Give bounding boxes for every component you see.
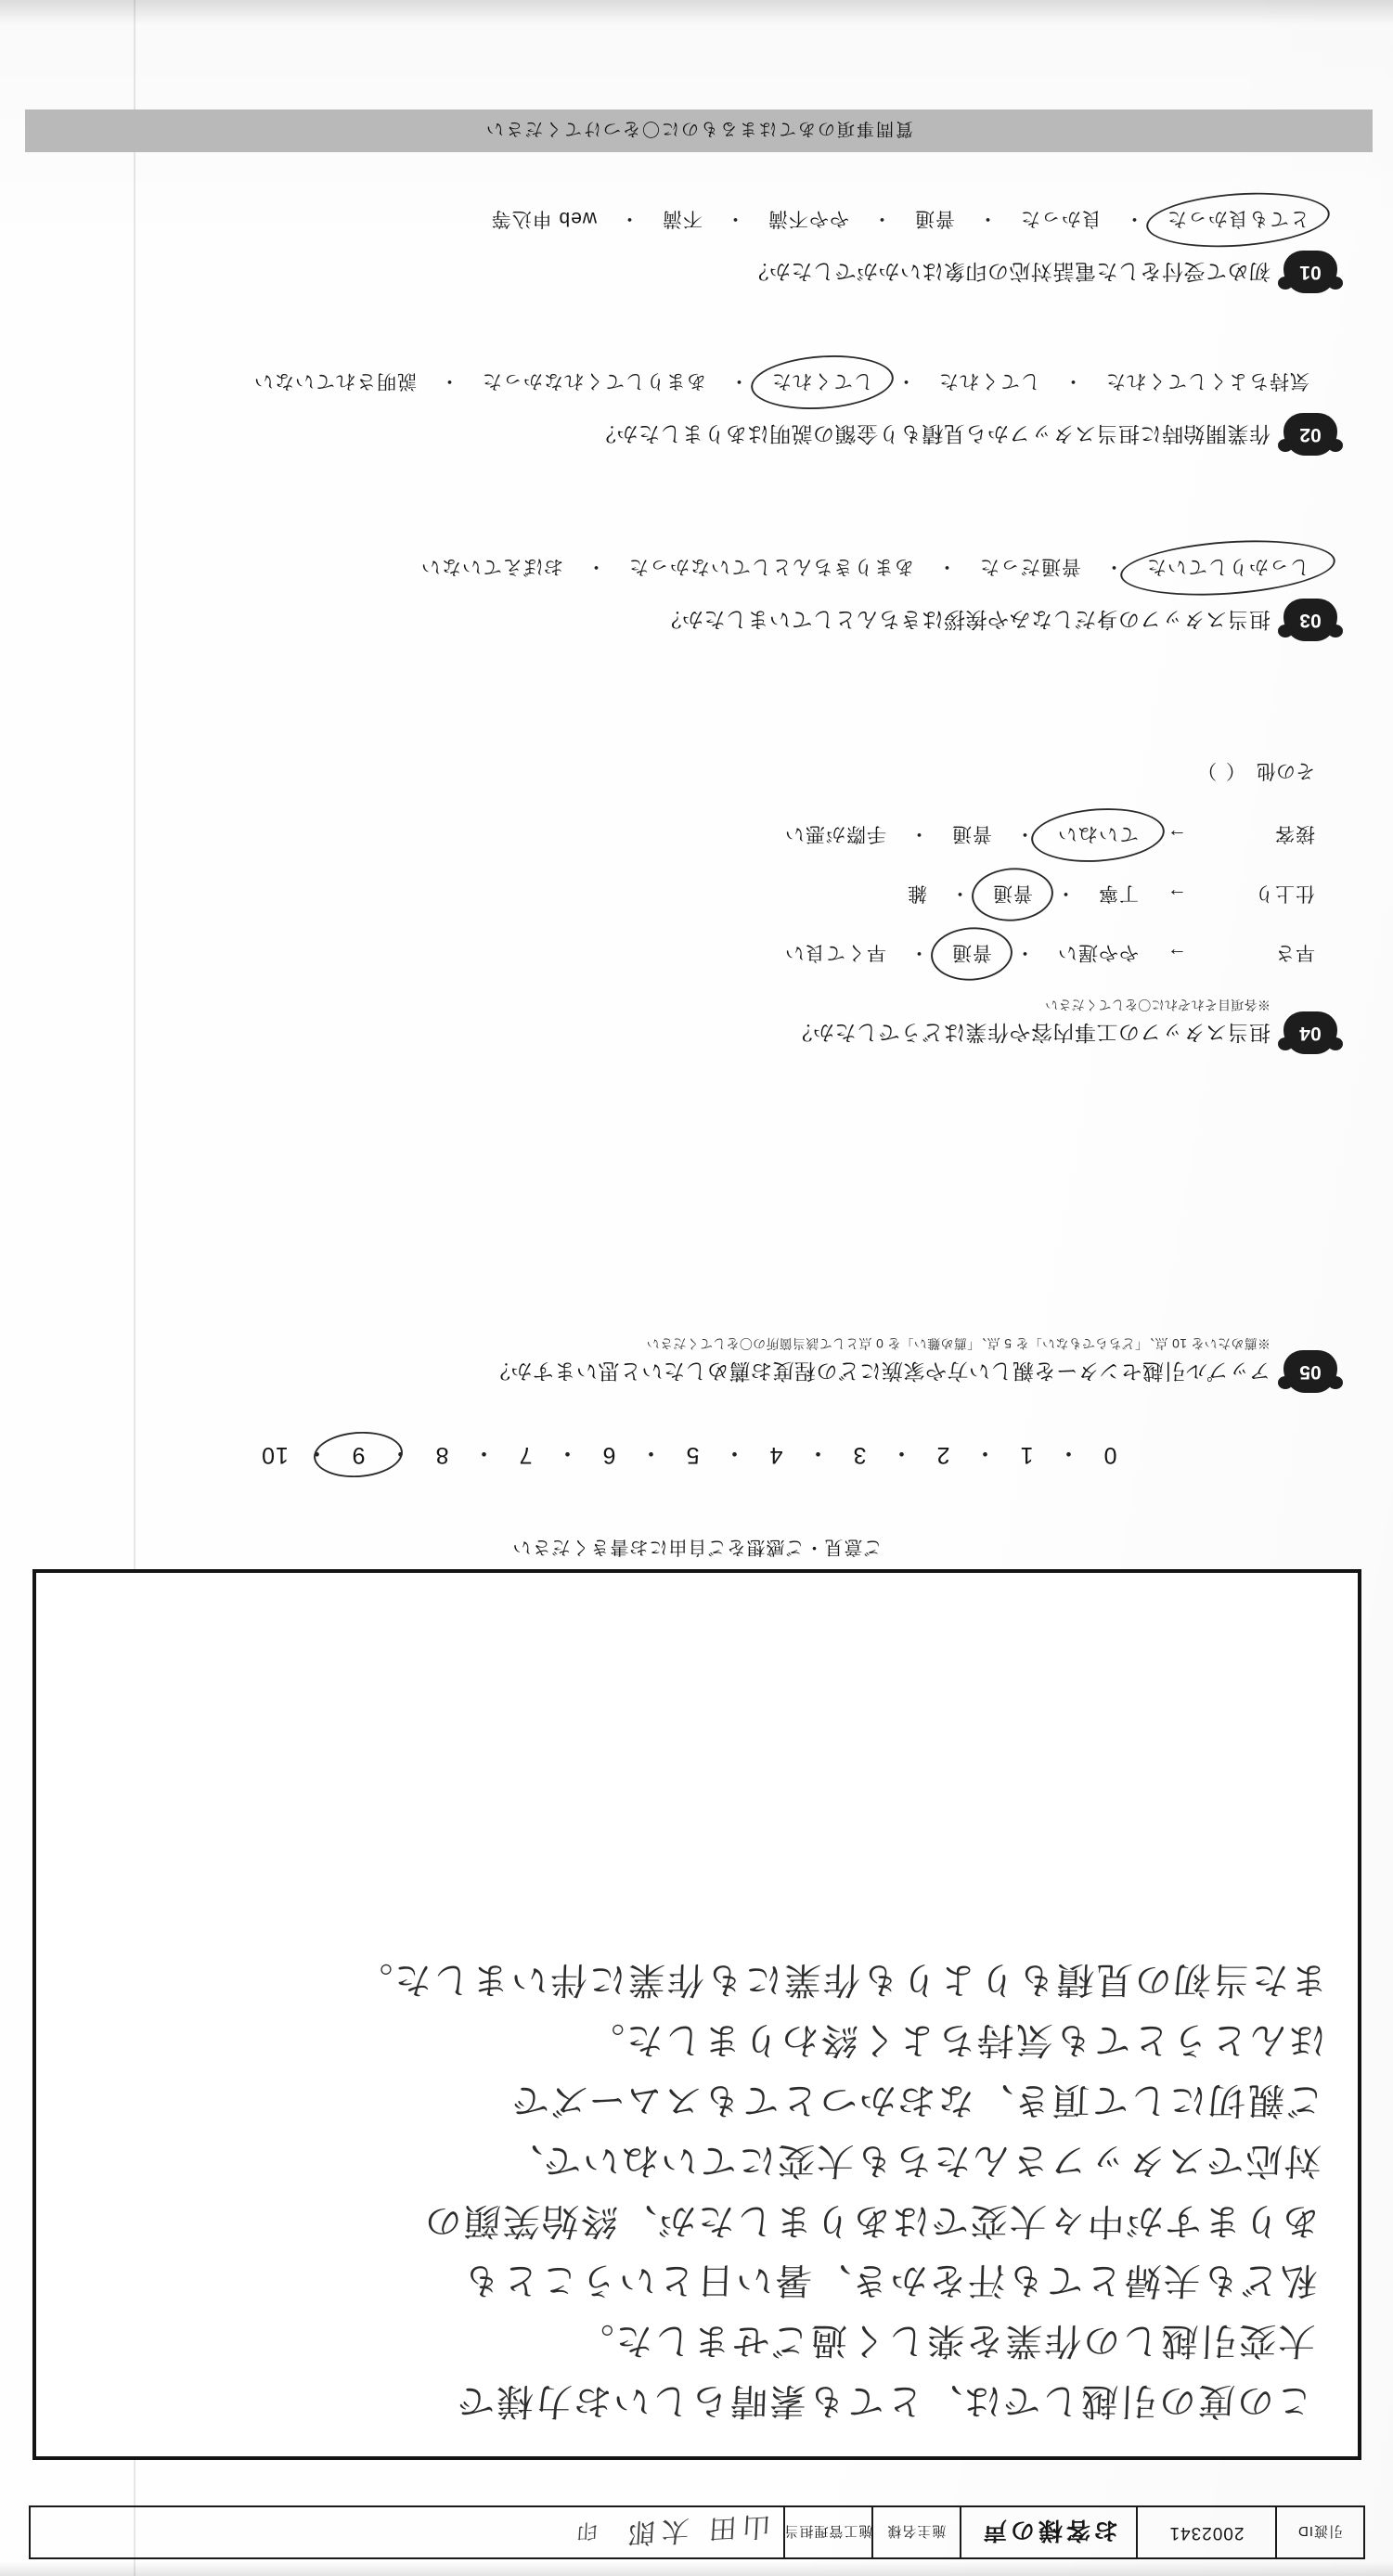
option-separator: ・: [936, 556, 957, 577]
q04-other-input[interactable]: （ ）: [1195, 759, 1245, 781]
q05-scale[interactable]: [47, 1438, 1337, 1472]
question-block-02: [47, 365, 1337, 456]
arrow-icon: →: [1167, 883, 1187, 906]
q04-service-option-clumsy[interactable]: 手際が悪い: [784, 822, 886, 844]
q04-service-option-polite-selected[interactable]: ていねい: [1051, 818, 1144, 853]
q04-other-row: [47, 758, 1337, 786]
scale-dot: ・: [471, 1440, 496, 1466]
q04-row-speed-label: 早さ: [1274, 941, 1315, 963]
q05-text: アップル引越センターを親しい方や家族にどの程度お薦めしたいと思いますか？: [488, 1359, 1270, 1384]
q02-option-selected[interactable]: してくれた: [766, 365, 879, 400]
option-separator: ・: [1124, 208, 1144, 229]
q04-row-speed: [47, 936, 1337, 972]
option-separator: ・: [586, 556, 606, 577]
scale-value-10[interactable]: 10: [261, 1442, 289, 1469]
option-separator: ・: [439, 370, 459, 392]
q02-option-none[interactable]: 説明されていない: [253, 370, 417, 392]
header-name-label: 施主名様: [871, 2507, 960, 2557]
q04-finish-option-polite[interactable]: 丁寧: [1098, 882, 1139, 904]
q01-options: [47, 202, 1337, 238]
q04-speed-option-slow[interactable]: やや遅い: [1057, 941, 1139, 963]
q05-badge: 05: [1283, 1350, 1337, 1393]
q02-option-did[interactable]: してくれた: [938, 370, 1040, 392]
option-separator: ・: [729, 370, 749, 392]
scale-value-4[interactable]: 4: [768, 1442, 783, 1469]
q03-option-selected[interactable]: しっかりしていた: [1141, 550, 1315, 586]
option-separator: ・: [871, 208, 892, 229]
scale-dot: ・: [303, 1440, 329, 1466]
question-block-04: [47, 758, 1337, 1054]
q04-row-finish-label: 仕上り: [1254, 882, 1315, 904]
q03-option-unknown[interactable]: おぼえていない: [420, 556, 563, 577]
q02-badge: 02: [1283, 413, 1337, 456]
comment-line: ほんとうとても気持ちよく終わりました。: [584, 2018, 1327, 2062]
q01-option-somewhat-dissatisfied[interactable]: やや不満: [767, 208, 849, 229]
scale-dot: ・: [1055, 1440, 1080, 1466]
option-separator: ・: [1063, 370, 1083, 392]
scale-dot: ・: [638, 1440, 663, 1466]
q02-option-very-good[interactable]: 気持ちよくしてくれた: [1105, 370, 1309, 392]
q03-badge: 03: [1283, 599, 1337, 641]
q03-options: [47, 550, 1337, 586]
comment-line: 対応でスタッフさんたちも大変にていねいで、: [503, 2138, 1322, 2182]
option-separator: ・: [1055, 882, 1076, 904]
scale-value-8[interactable]: 8: [434, 1442, 449, 1469]
q03-option-normal[interactable]: 普通だった: [979, 556, 1081, 577]
question-block-03: [47, 550, 1337, 641]
scale-dot: ・: [554, 1440, 579, 1466]
q05-note: ※薦めたいを 10 点、「どちらでもない」を 5 点、「薦め難い」を 0 点として該当箇所の〇をしてください: [646, 1335, 1270, 1351]
comment-line: ご親切にして頂き、なおかつとてもスムーズで: [509, 2079, 1325, 2122]
q04-row-service-label: 接客: [1274, 822, 1315, 844]
comment-line: また当初の見積もりよりも作業にも作業に伴いました。: [353, 1958, 1329, 2002]
scale-dot: ・: [721, 1440, 746, 1466]
q04-badge: 04: [1283, 1011, 1337, 1054]
scan-edge-shadow-bottom: [0, 0, 1393, 24]
option-separator: ・: [909, 941, 929, 963]
header-row: [29, 2505, 1365, 2559]
q04-service-option-normal[interactable]: 普通: [951, 822, 992, 844]
option-separator: ・: [725, 208, 745, 229]
scale-value-1[interactable]: 1: [1019, 1442, 1034, 1469]
scan-edge-shadow-top: [0, 2561, 1393, 2576]
option-separator: ・: [1103, 556, 1124, 577]
q01-badge: 01: [1283, 251, 1337, 293]
scale-dot: ・: [972, 1440, 997, 1466]
q04-row-service: [47, 818, 1337, 853]
option-separator: ・: [977, 208, 998, 229]
comment-line: 大変引越しの作業を楽しく過ごせました。: [574, 2319, 1317, 2363]
q01-option-good[interactable]: 良かった: [1020, 208, 1102, 229]
header-id-value: 2002341: [1136, 2507, 1275, 2557]
scale-value-9-selected[interactable]: 9: [329, 1442, 388, 1469]
scale-value-7[interactable]: 7: [518, 1442, 533, 1469]
handwritten-seal: 印: [574, 2518, 600, 2544]
scale-value-5[interactable]: 5: [685, 1442, 700, 1469]
arrow-icon: →: [1167, 824, 1187, 846]
header-title: お客様の声: [960, 2507, 1136, 2557]
q04-finish-option-rough[interactable]: 雑: [907, 882, 927, 904]
option-separator: ・: [1014, 822, 1035, 844]
option-separator: ・: [896, 370, 916, 392]
option-separator: ・: [1014, 941, 1035, 963]
q02-options: [47, 365, 1337, 400]
q01-option-web[interactable]: web 申込等: [490, 208, 597, 229]
q04-other-label: その他: [1257, 759, 1315, 781]
comment-line: 私ども夫婦とても汗をかき、暑い日ということも: [460, 2259, 1319, 2302]
q03-option-poor[interactable]: あまりきちんとしていなかった: [628, 556, 914, 577]
scale-dot: ・: [888, 1440, 913, 1466]
instruction-banner: 質問事項のあてはまるものに〇をつけてください: [25, 109, 1373, 152]
handwritten-comment: [65, 1950, 1329, 2430]
comment-line: この度の引越しでは、とても素晴らしいお力様で: [455, 2379, 1314, 2422]
option-separator: ・: [909, 822, 929, 844]
scale-value-0[interactable]: 0: [1103, 1442, 1117, 1469]
question-block-01: [47, 202, 1337, 293]
q03-text: 担当スタッフの身だしなみや挨拶はきちんとしていましたか？: [660, 608, 1270, 632]
q04-speed-option-normal-selected[interactable]: 普通: [946, 936, 998, 972]
arrow-icon: →: [1167, 943, 1187, 965]
q01-option-selected[interactable]: とても良かった: [1161, 202, 1315, 238]
handwritten-signature: 山田 太郎: [621, 2508, 771, 2550]
header-id-label: 引渡ID: [1275, 2507, 1363, 2557]
q02-option-barely[interactable]: あまりしてくれなかった: [482, 370, 706, 392]
header-signature-cell: [31, 2507, 783, 2557]
scale-value-2[interactable]: 2: [935, 1442, 950, 1469]
q02-text: 作業開始時に担当スタッフから見積もり金額の説明はありましたか？: [594, 422, 1270, 446]
q01-option-normal[interactable]: 普通: [914, 208, 955, 229]
q04-speed-option-fast[interactable]: 早くて良い: [784, 941, 886, 963]
comment-line: ありますが中々大変ではありましたが、終始笑顔の: [422, 2198, 1321, 2242]
q01-text: 初めて受付をした電話対応の印象はいかがでしたか？: [747, 260, 1270, 284]
q04-finish-option-normal-selected[interactable]: 普通: [987, 877, 1038, 912]
question-block-05: [47, 1334, 1337, 1393]
option-separator: ・: [949, 882, 970, 904]
q01-option-dissatisfied[interactable]: 不満: [662, 208, 703, 229]
scale-dot: ・: [805, 1440, 830, 1466]
option-separator: ・: [619, 208, 639, 229]
q04-note: ※各項目それぞれに〇をしてください: [1044, 997, 1270, 1012]
comment-label: ご意見・ご感想をご自由にお書きください: [511, 1537, 883, 1557]
scale-value-3[interactable]: 3: [852, 1442, 867, 1469]
scale-value-6[interactable]: 6: [601, 1442, 616, 1469]
q04-row-finish: [47, 877, 1337, 912]
comment-box: [32, 1569, 1361, 2460]
scale-dot: ・: [387, 1440, 412, 1466]
header-construction-label: 施工管理担当: [783, 2507, 871, 2557]
q04-text: 担当スタッフの工事内容や作業はどうでしたか？: [791, 1021, 1270, 1045]
